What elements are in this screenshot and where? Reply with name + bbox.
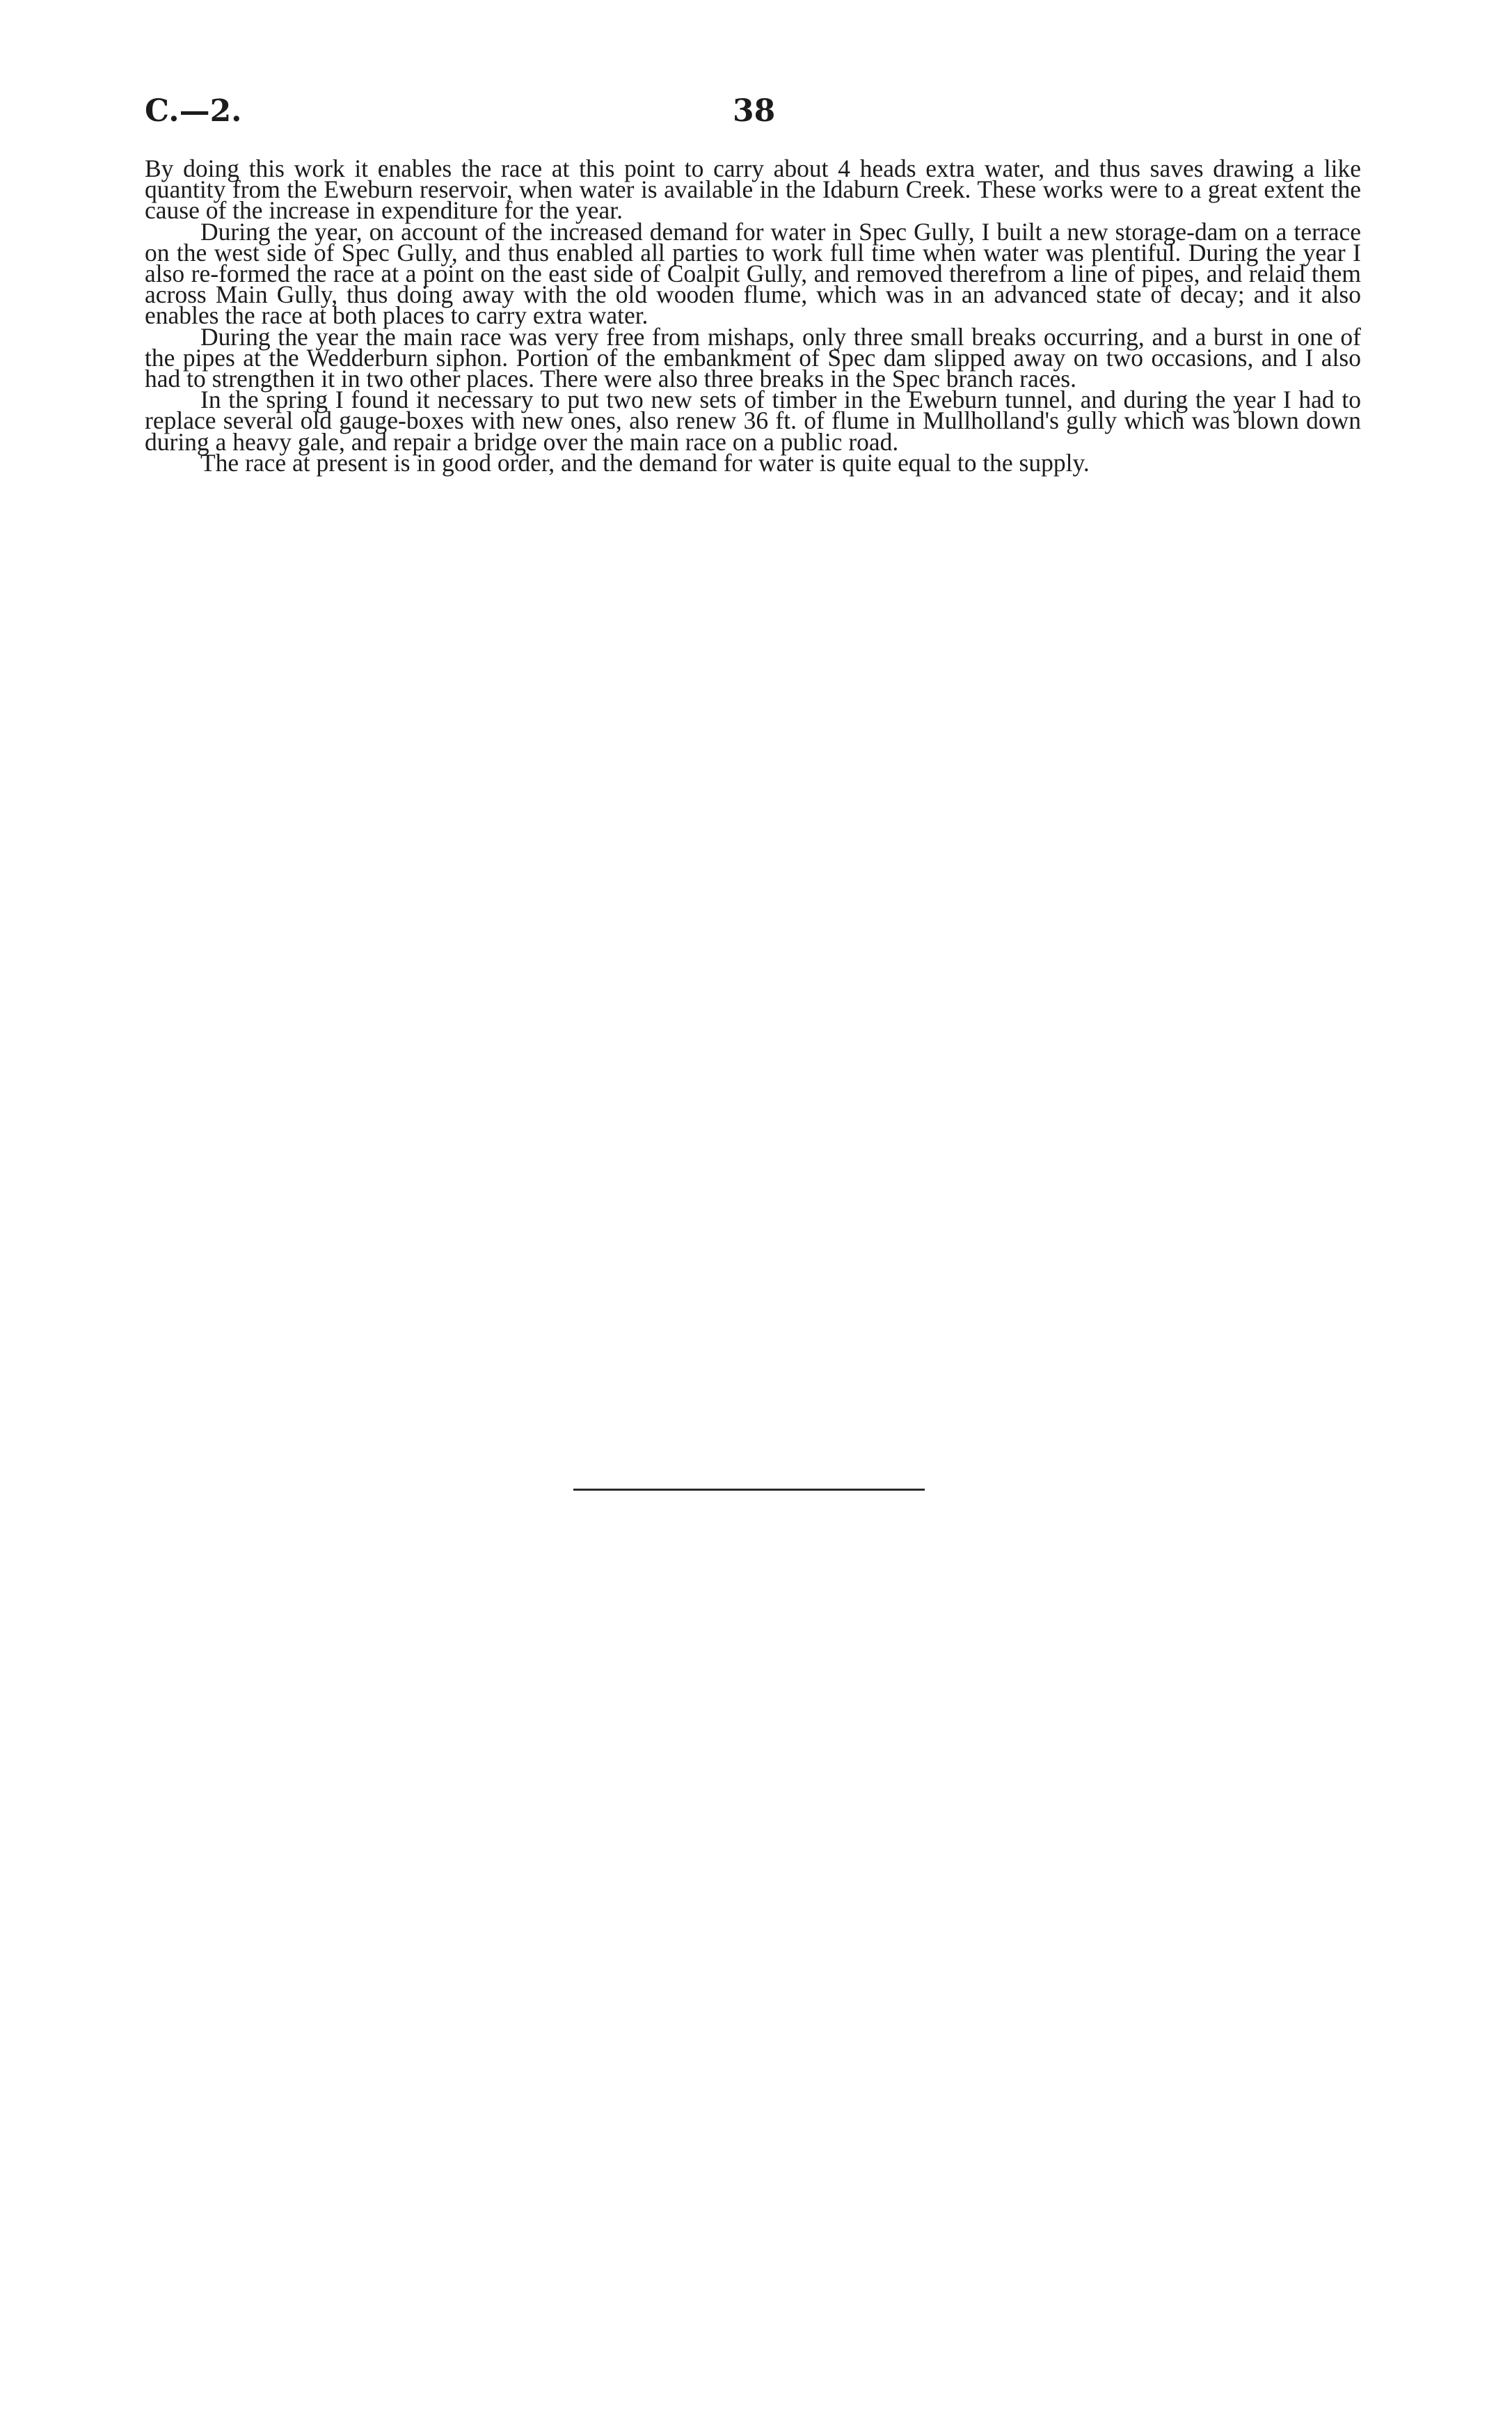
- page-header: [145, 92, 1355, 141]
- page-number: 38: [733, 93, 776, 129]
- paragraph: During the year, on account of the increased demand for water in Spec Gully, I built a new storage-dam on a terrace on the west side of Spec Gully, and thus enabled all parties to work full time when water was plentiful. During the year I also re-formed the race at a point on the east side of Coalpit Gully, and removed therefrom a line of pipes, and relaid them across Main Gully, thus doing away with the old wooden flume, which was in an advanced state of decay; and it also enables the race at both places to carry extra water.: [145, 217, 1361, 330]
- paragraph: The race at present is in good order, and the demand for water is quite equal to the supply.: [200, 448, 1090, 477]
- section-divider: [573, 1489, 925, 1491]
- paragraph: During the year the main race was very free from mishaps, only three small breaks occurring, and a burst in one of the pipes at the Wedderburn siphon. Portion of the embankment of Spec dam slipped away on two occasions, and I also had to strengthen it in two other places. There were also three breaks in the Spec branch races.: [145, 322, 1361, 393]
- paragraph: In the spring I found it necessary to put two new sets of timber in the Eweburn tunnel, and during the year I had to replace several old gauge-boxes with new ones, also renew 36 ft. of flume in Mullholland's gully which was blown down during a heavy gale, and repair a bridge over the main race on a public road.: [145, 386, 1361, 456]
- body-text: [145, 154, 1361, 477]
- paragraph: By doing this work it enables the race at this point to carry about 4 heads extra water, and thus saves drawing a like quantity from the Eweburn reservoir, when water is available in the Idaburn Creek. These works were to a great extent the cause of the increase in expenditure for the year.: [145, 154, 1361, 225]
- document-reference: C.—2.: [145, 93, 242, 129]
